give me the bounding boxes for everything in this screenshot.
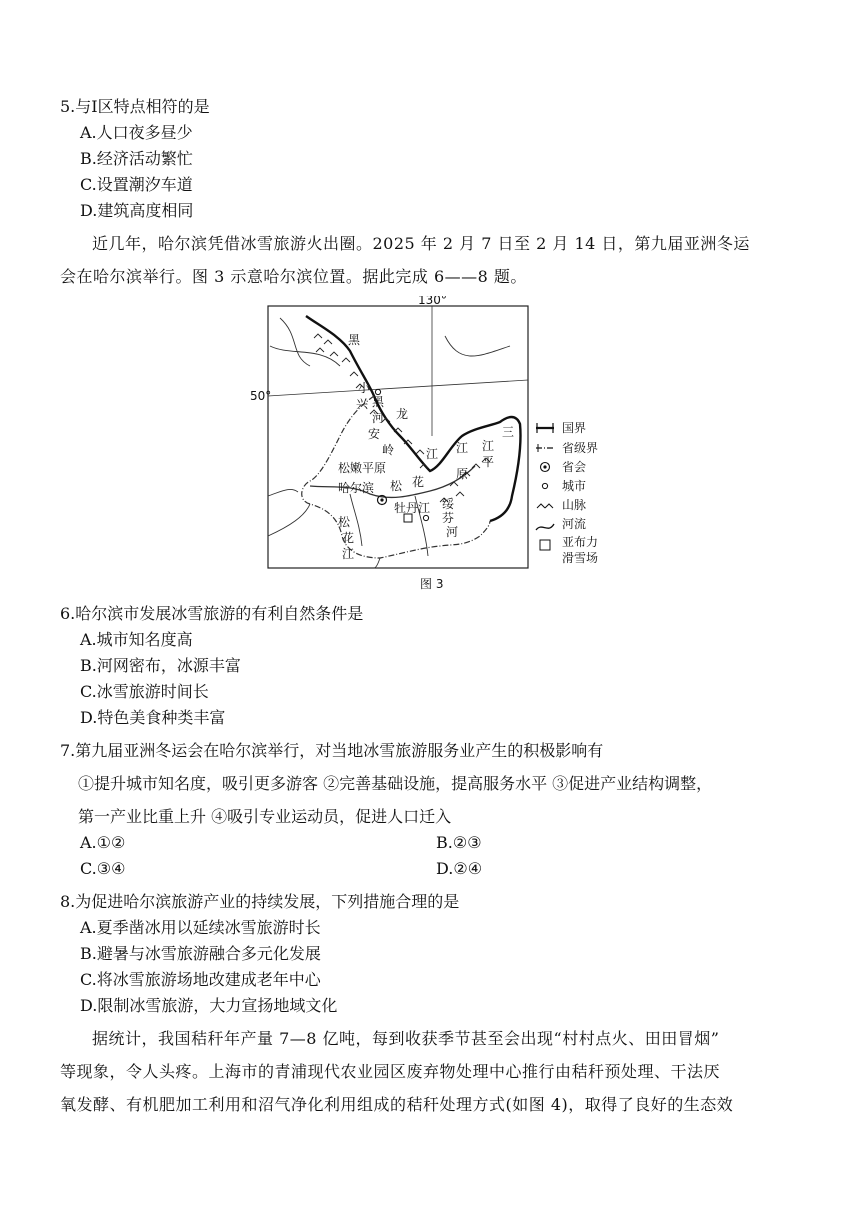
intro1-line2: 会在哈尔滨举行。图 3 示意哈尔滨位置。据此完成 6——8 题。 <box>60 267 527 286</box>
map-label: 江 <box>342 547 355 561</box>
legend-label: 省会 <box>562 460 587 474</box>
q5-stem: 5.与Ⅰ区特点相符的是 <box>60 97 210 116</box>
harbin-capital-dot <box>380 498 383 501</box>
q6-option-b: B.河网密布，冰源丰富 <box>80 656 241 675</box>
map-frame <box>268 306 528 568</box>
mudanjiang-city-marker <box>423 515 428 520</box>
map-label: 原 <box>456 467 469 481</box>
map-label: 兴 <box>356 397 369 411</box>
border-west <box>268 504 310 536</box>
map-label: 河 <box>446 525 459 539</box>
map-label: 松 <box>338 515 351 529</box>
river-icon <box>536 524 554 530</box>
ski-resort-icon <box>540 540 550 550</box>
q5-option-d: D.建筑高度相同 <box>80 201 194 220</box>
map-label: 花 <box>412 475 425 489</box>
q7-stem: 7.第九届亚洲冬运会在哈尔滨举行，对当地冰雪旅游服务业产生的积极影响有 <box>60 741 604 760</box>
q8-stem: 8.为促进哈尔滨旅游产业的持续发展，下列措施合理的是 <box>60 892 460 911</box>
river-northeast <box>445 336 510 356</box>
map-label: 松 <box>390 479 403 493</box>
harbin-location-map <box>250 296 620 592</box>
legend-label: 省级界 <box>562 441 599 455</box>
q5-option-a: A.人口夜多昼少 <box>80 123 193 142</box>
map-label: 江 <box>456 441 469 455</box>
map-label: 河 <box>372 411 385 425</box>
map-label: 平 <box>482 455 495 469</box>
map-label: 小 <box>358 381 371 395</box>
q6-option-d: D.特色美食种类丰富 <box>80 708 226 727</box>
legend-label: 城市 <box>562 479 587 493</box>
national-border-icon <box>536 423 554 433</box>
map-label: 松嫩平原 <box>338 461 387 475</box>
legend-label: 河流 <box>562 517 587 531</box>
map-place-labels <box>338 333 514 561</box>
intro2-line2: 等现象，令人头疼。上海市的青浦现代农业园区废弃物处理中心推行由秸秆预处理、干法厌 <box>60 1062 721 1081</box>
map-label: 江 <box>482 439 495 453</box>
q6-stem: 6.哈尔滨市发展冰雪旅游的有利自然条件是 <box>60 604 364 623</box>
map-label: 三 <box>502 425 515 439</box>
q8-option-d: D.限制冰雪旅游，大力宣扬地域文化 <box>80 996 338 1015</box>
lat-label: 50° <box>250 389 272 403</box>
lon-label: 130° <box>418 296 447 307</box>
q8-option-a: A.夏季凿冰用以延续冰雪旅游时长 <box>80 918 321 937</box>
yabuli-ski-resort-marker <box>404 514 412 522</box>
q5-option-c: C.设置潮汐车道 <box>80 175 193 194</box>
q7-option-b: B.②③ <box>436 833 482 852</box>
intro1-line1: 近几年，哈尔滨凭借冰雪旅游火出圈。2025 年 2 月 7 日至 2 月 14 日，第九届亚洲冬运 <box>92 234 750 253</box>
q7-choices-line1: ①提升城市知名度，吸引更多游客 ②完善基础设施，提高服务水平 ③促进产业结构调整， <box>78 774 713 793</box>
q7-choices-line2: 第一产业比重上升 ④吸引专业运动员，促进人口迁入 <box>78 807 452 826</box>
map-label: 芬 <box>442 511 455 525</box>
mountain-icon <box>537 504 553 508</box>
q7-option-c: C.③④ <box>80 859 126 878</box>
map-label: 绥 <box>442 497 455 511</box>
intro2-line1: 据统计，我国秸秆年产量 7—8 亿吨，每到收获季节甚至会出现“村村点火、田田冒烟” <box>92 1029 720 1048</box>
map-label: 花 <box>342 531 355 545</box>
map-label: 黑 <box>372 395 385 409</box>
q6-option-a: A.城市知名度高 <box>80 630 193 649</box>
heihe-city-marker <box>375 389 380 394</box>
map-caption: 图 3 <box>420 577 444 591</box>
map-legend <box>536 421 598 565</box>
parallel-50 <box>268 380 528 396</box>
city-icon <box>542 483 547 488</box>
q5-option-b: B.经济活动繁忙 <box>80 149 193 168</box>
q7-option-a: A.①② <box>80 833 126 852</box>
map-label: 哈尔滨 <box>338 481 375 495</box>
map-label: 岭 <box>382 443 395 457</box>
q6-option-c: C.冰雪旅游时间长 <box>80 682 209 701</box>
q8-option-b: B.避暑与冰雪旅游融合多元化发展 <box>80 944 321 963</box>
border-south <box>374 558 380 568</box>
q8-option-c: C.将冰雪旅游场地改建成老年中心 <box>80 970 321 989</box>
intro2-line3: 氧发酵、有机肥加工利用和沼气净化利用组成的秸秆处理方式(如图 4)，取得了良好的生态效 <box>60 1095 734 1114</box>
legend-label: 滑雪场 <box>562 551 599 565</box>
map-label: 江 <box>426 447 439 461</box>
border-west-2 <box>268 489 298 496</box>
legend-label: 国界 <box>562 421 587 435</box>
map-label: 牡丹江 <box>394 501 431 515</box>
capital-icon <box>541 463 550 472</box>
map-label: 龙 <box>396 407 409 421</box>
q7-option-d: D.②④ <box>436 859 483 878</box>
map-label: 黑 <box>348 333 361 347</box>
legend-label: 山脉 <box>562 498 587 512</box>
legend-label: 亚布力 <box>562 535 599 549</box>
provincial-border-icon <box>536 444 554 452</box>
map-label: 安 <box>368 427 381 441</box>
